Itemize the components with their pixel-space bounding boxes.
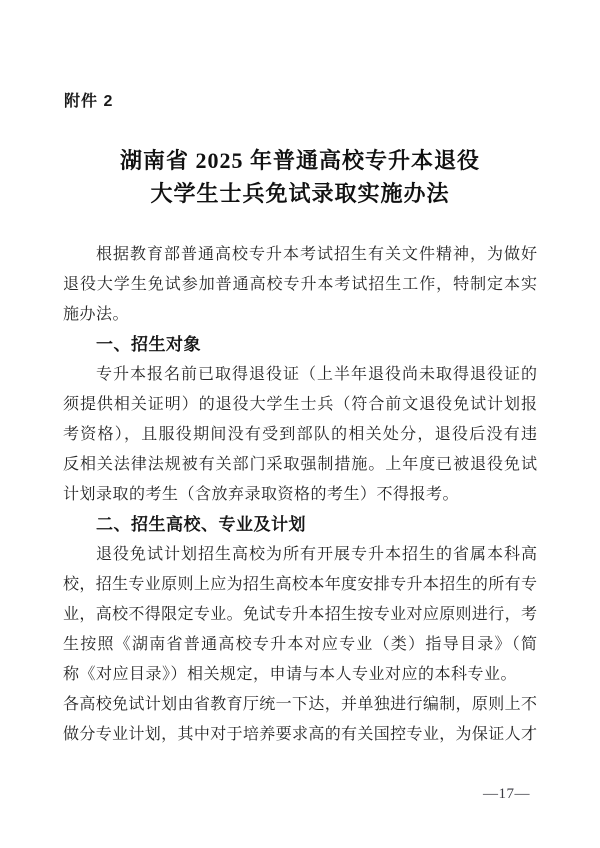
paragraph-line: 做分专业计划，其中对于培养要求高的有关国控专业，为保证人才: [63, 726, 537, 743]
paragraph-line: 须提供相关证明）的退役大学生士兵（符合前文退役免试计划报: [63, 396, 537, 413]
paragraph-line: 生按照《湖南省普通高校专升本对应专业（类）指导目录》（简: [63, 636, 537, 653]
document-body: [63, 240, 537, 750]
paragraph-line: 计划录取的考生（含放弃录取资格的考生）不得报考。: [63, 486, 460, 503]
paragraph-line: 校，招生专业原则上应为招生高校本年度安排专升本招生的所有专: [63, 576, 537, 593]
section-heading: 一、招生对象: [96, 335, 201, 354]
paragraph-line: 称《对应目录》）相关规定，申请与本人专业对应的本科专业。: [63, 666, 518, 683]
document-title-line-1: 湖南省 2025 年普通高校专升本退役: [119, 148, 480, 173]
paragraph-line: 反相关法律法规被有关部门采取强制措施。上年度已被退役免试: [63, 456, 537, 473]
document-title-line-2: 大学生士兵免试录取实施办法: [150, 181, 450, 206]
section-heading: 二、招生高校、专业及计划: [96, 515, 306, 534]
paragraph-line: 各高校免试计划由省教育厅统一下达，并单独进行编制，原则上不: [63, 696, 537, 713]
paragraph-line: 业，高校不得限定专业。免试专升本招生按专业对应原则进行，考: [63, 606, 537, 623]
paragraph-line: 退役大学生免试参加普通高校专升本考试招生工作，特制定本实: [63, 276, 537, 293]
paragraph-line: 施办法。: [63, 306, 130, 323]
paragraph-line: 根据教育部普通高校专升本考试招生有关文件精神，为做好: [96, 246, 537, 263]
paragraph-line: 退役免试计划招生高校为所有开展专升本招生的省属本科高: [96, 546, 537, 563]
paragraph-line: 考资格），且服役期间没有受到部队的相关处分，退役后没有违: [63, 426, 537, 443]
page-number: —17—: [483, 786, 530, 802]
document-title: [0, 144, 600, 210]
attachment-label: 附件 2: [64, 93, 114, 110]
paragraph-line: 专升本报名前已取得退役证（上半年退役尚未取得退役证的: [96, 366, 537, 383]
